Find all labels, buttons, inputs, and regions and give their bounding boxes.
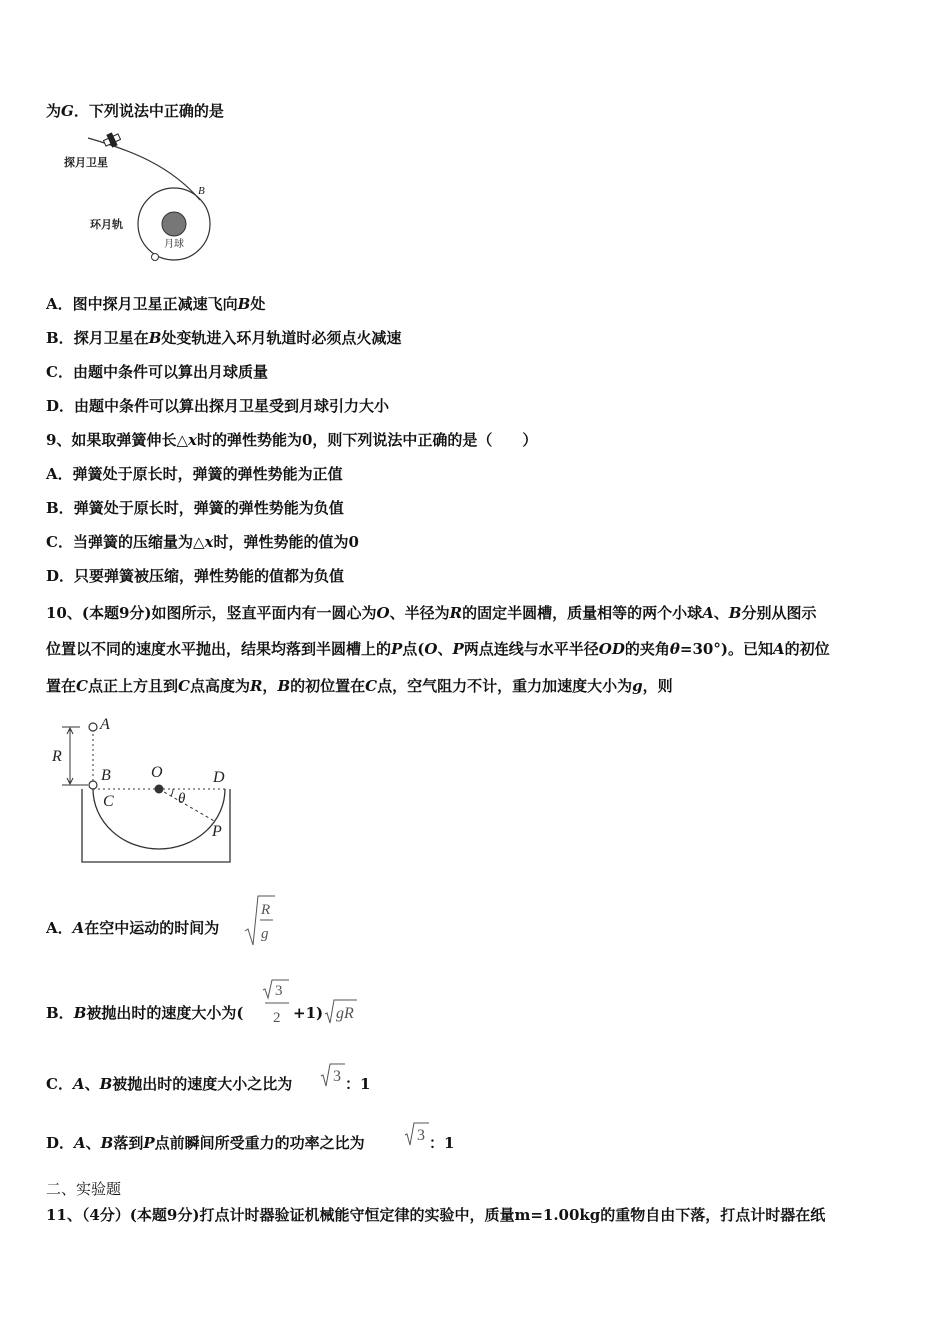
q10-option-d: D．A、B落到P点前瞬间所受重力的功率之比为 — [46, 1134, 365, 1152]
svg-text:3: 3 — [275, 983, 283, 999]
label-p: P — [212, 823, 222, 840]
center-o — [155, 785, 164, 794]
q10-stem-line-3 — [46, 676, 673, 696]
q10-line3-text: 点正上方且到 — [87, 677, 178, 695]
q11-stem: 11、（4分）(本题9分)打点计时器验证机械能守恒定律的实验中，质量m=1.00kg的重物自由下落，打点计时器在纸 — [46, 1206, 826, 1224]
q9-option-d: D．只要弹簧被压缩，弹性势能的值都为负值 — [46, 567, 345, 585]
q10-line2-var: P — [452, 640, 464, 658]
svg-text:3: 3 — [333, 1068, 341, 1085]
q10-line1-text: 、 — [713, 604, 729, 622]
q10-line1-var: O — [376, 604, 390, 622]
q10-line2-var: A — [772, 640, 785, 658]
q10-line3-text: 置在 — [46, 677, 77, 695]
q10-line3-var: C — [365, 677, 378, 695]
q10-line1-text: 分别从图示 — [741, 604, 817, 622]
point-b-label: B — [198, 185, 205, 197]
q10-line3-var: C — [76, 677, 88, 695]
q10-line1-var: A — [702, 604, 714, 622]
sqrt3-formula-c — [319, 1062, 347, 1090]
satellite-label: 探月卫星 — [64, 157, 108, 169]
label-theta: θ — [178, 791, 186, 807]
label-o: O — [151, 764, 163, 781]
sqrt3-over-2-formula — [261, 978, 293, 1030]
op-dashed — [159, 789, 216, 822]
svg-text:R: R — [261, 902, 271, 918]
q10-stem-line-2 — [46, 639, 830, 659]
orbit-label: 环月轨 — [90, 219, 123, 231]
label-b: B — [101, 767, 111, 784]
q10-line1-var: R — [449, 604, 463, 622]
q10-line1-var: B — [728, 604, 742, 622]
q10-line2-text: 、 — [437, 640, 453, 658]
orbit-point — [152, 254, 159, 261]
q10-line1-text: 10、(本题9分)如图所示，竖直平面内有一圆心为 — [46, 604, 377, 622]
q10-option-b: B．B被抛出时的速度大小为( — [46, 1004, 244, 1022]
ball-a — [89, 723, 97, 731]
svg-text:gR: gR — [336, 1005, 354, 1022]
q9-option-a: A．弹簧处于原长时，弹簧的弹性势能为正值 — [46, 465, 343, 483]
q10-option-c: C．A、B被抛出时的速度大小之比为 — [46, 1075, 293, 1093]
q10-line2-var: OD — [598, 640, 625, 658]
q10-line3-text: 点高度为 — [189, 677, 250, 695]
q10-line3-text: 的初位置在 — [290, 677, 366, 695]
q10-line3-text: 点，空气阻力不计，重力加速度大小为 — [377, 677, 633, 695]
q8-option-c: C．由题中条件可以算出月球质量 — [46, 363, 268, 381]
q10-line2-text: 的夹角 — [624, 640, 670, 658]
q10-line2-text: 位置以不同的速度水平抛出，结果均落到半圆槽上的 — [46, 640, 392, 658]
q9-stem: 9、如果取弹簧伸长△x时的弹性势能为0，则下列说法中正确的是（ ） — [46, 431, 538, 449]
plus-one-text: +1) — [293, 1004, 324, 1022]
transfer-trajectory — [88, 138, 200, 200]
label-r: R — [52, 748, 62, 765]
q9-option-c: C．当弹簧的压缩量为△x时，弹性势能的值为0 — [46, 533, 359, 551]
label-c: C — [103, 793, 114, 810]
q10-line1-text: 的固定半圆槽，质量相等的两个小球 — [462, 604, 703, 622]
q10-line3-var: B — [277, 677, 291, 695]
moon-label: 月球 — [164, 239, 184, 250]
sqrt-r-over-g-formula — [243, 893, 277, 949]
label-a: A — [100, 716, 110, 733]
q10-line3-var: g — [632, 677, 643, 695]
label-d: D — [213, 769, 225, 786]
q10-line2-var: O — [424, 640, 438, 658]
q10-line3-var: R — [249, 677, 263, 695]
q10-line2-text: =30°)。已知 — [679, 640, 773, 658]
q8-option-d: D．由题中条件可以算出探月卫星受到月球引力大小 — [46, 397, 390, 415]
q8-option-a: A．图中探月卫星正减速飞向B处 — [46, 295, 266, 313]
q10-figure-semicircle-groove — [46, 712, 246, 868]
svg-text:3: 3 — [417, 1127, 425, 1144]
q10-line2-var: θ — [669, 640, 680, 658]
q9-option-b: B．弹簧处于原长时，弹簧的弹性势能为负值 — [46, 499, 344, 517]
q10-line2-var: P — [391, 640, 403, 658]
q10-line3-text: ， — [262, 677, 278, 695]
q10-line2-text: 点( — [402, 640, 425, 658]
q10-option-a: A．A在空中运动的时间为 — [46, 919, 220, 937]
moon — [162, 212, 186, 236]
q8-option-b: B．探月卫星在B处变轨进入环月轨道时必须点火减速 — [46, 329, 402, 347]
section-title-experiment: 二、实验题 — [46, 1180, 122, 1198]
theta-arc — [171, 789, 173, 796]
ratio-c: ：1 — [345, 1075, 371, 1093]
q10-line3-var: C — [177, 677, 190, 695]
sqrt3-formula-d — [403, 1121, 431, 1149]
svg-text:g: g — [261, 926, 269, 942]
ball-b — [89, 781, 97, 789]
q10-line2-text: 的初位 — [784, 640, 830, 658]
sqrt-gr-formula — [323, 998, 359, 1026]
ratio-d: ：1 — [429, 1134, 455, 1152]
q10-stem-line-1 — [46, 603, 816, 623]
q10-line3-text: ，则 — [642, 677, 673, 695]
q10-line1-text: 、半径为 — [389, 604, 450, 622]
q8-figure-lunar-orbit — [60, 130, 230, 270]
q8-stem: 为G．下列说法中正确的是 — [46, 102, 224, 120]
svg-text:2: 2 — [273, 1010, 281, 1026]
satellite-icon — [102, 130, 122, 149]
q10-line2-text: 两点连线与水平半径 — [463, 640, 599, 658]
